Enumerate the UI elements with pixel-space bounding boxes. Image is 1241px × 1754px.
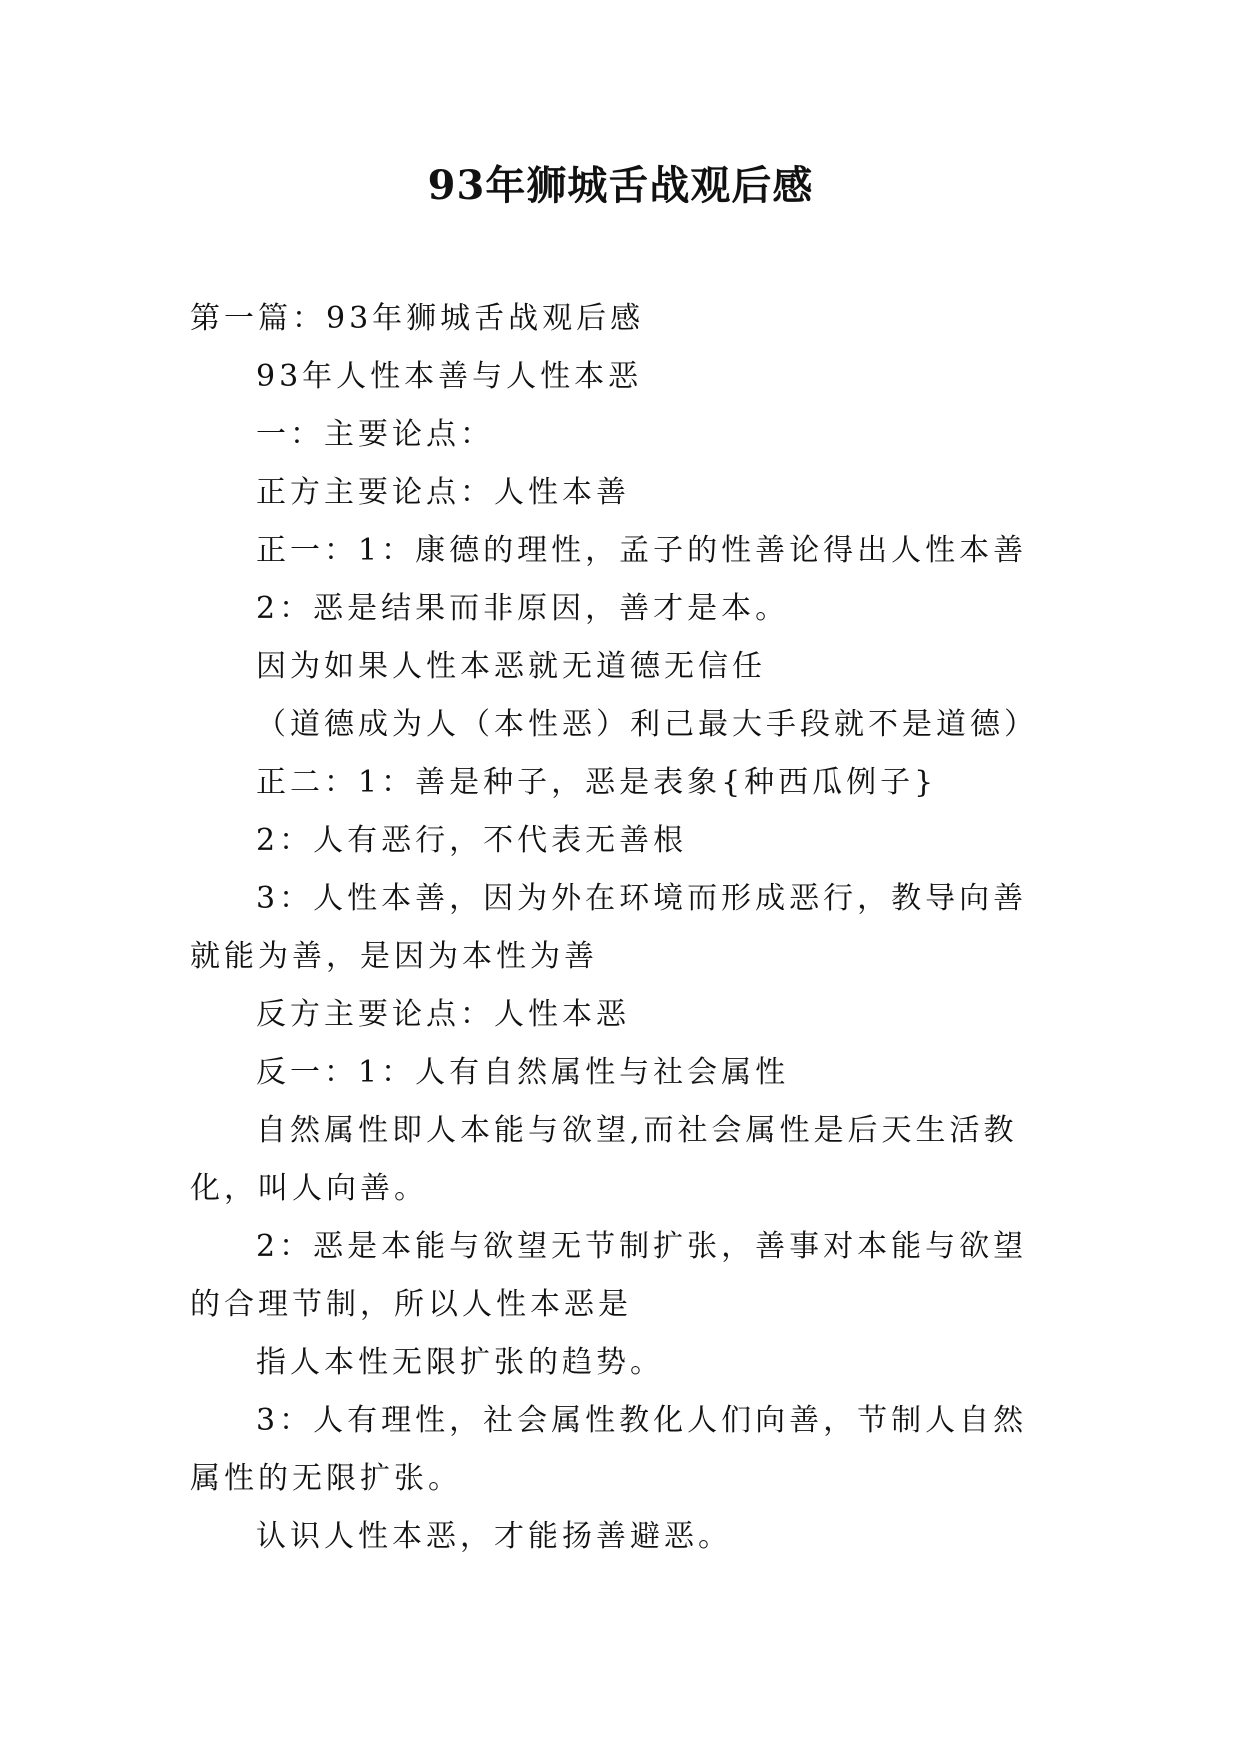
paragraph: 2：恶是结果而非原因，善才是本。 (256, 591, 790, 626)
paragraph: 正一：1：康德的理性，孟子的性善论得出人性本善 (256, 533, 1028, 568)
paragraph: 认识人性本恶，才能扬善避恶。 (256, 1519, 732, 1554)
paragraph: 正二：1：善是种子，恶是表象{种西瓜例子} (256, 765, 938, 800)
document-body (190, 290, 1050, 1566)
paragraph: 2：恶是本能与欲望无节制扩张，善事对本能与欲望的合理节制，所以人性本恶是 (190, 1229, 1028, 1322)
paragraph: 第一篇：93年狮城舌战观后感 (190, 301, 645, 336)
paragraph: 2：人有恶行，不代表无善根 (256, 823, 688, 858)
paragraph: （道德成为人（本性恶）利己最大手段就不是道德） (256, 707, 1038, 742)
paragraph: 3：人性本善，因为外在环境而形成恶行，教导向善就能为善，是因为本性为善 (190, 881, 1028, 974)
paragraph: 3：人有理性，社会属性教化人们向善，节制人自然属性的无限扩张。 (190, 1403, 1028, 1496)
paragraph: 反一：1：人有自然属性与社会属性 (256, 1055, 790, 1090)
document-title: 93年狮城舌战观后感 (427, 162, 814, 209)
paragraph: 指人本性无限扩张的趋势。 (256, 1345, 664, 1380)
paragraph: 93年人性本善与人性本恶 (256, 359, 643, 394)
paragraph: 因为如果人性本恶就无道德无信任 (256, 649, 766, 684)
paragraph: 自然属性即人本能与欲望,而社会属性是后天生活教化，叫人向善。 (190, 1113, 1018, 1206)
paragraph: 反方主要论点：人性本恶 (256, 997, 630, 1032)
paragraph: 一：主要论点： (256, 417, 494, 452)
paragraph: 正方主要论点：人性本善 (256, 475, 630, 510)
